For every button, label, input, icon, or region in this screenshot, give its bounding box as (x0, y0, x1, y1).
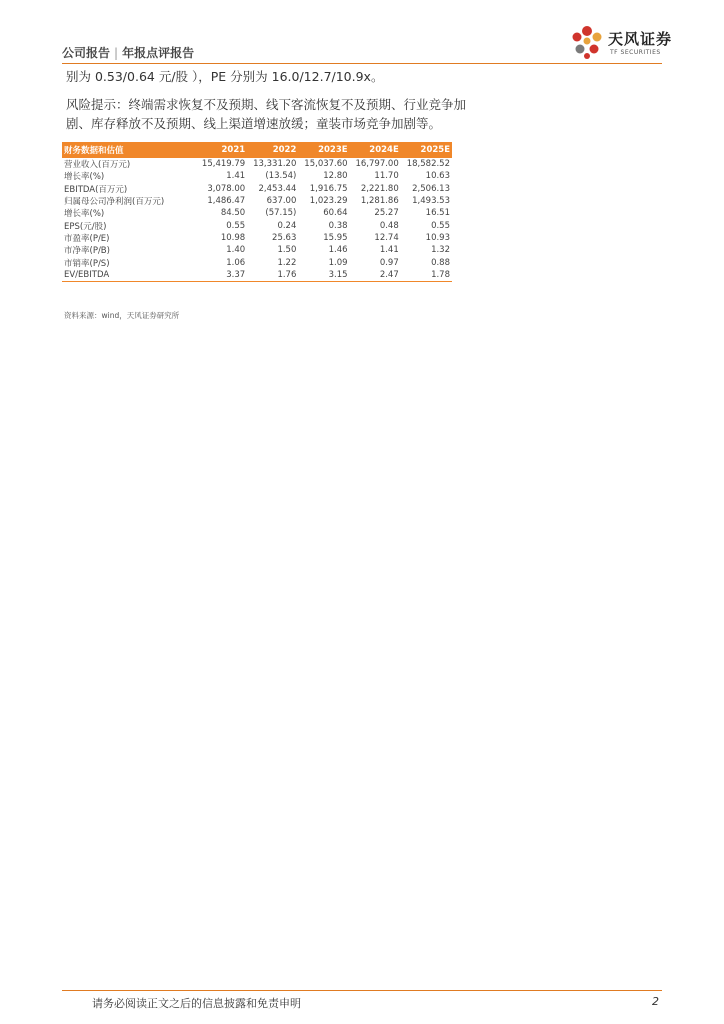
table-cell: 18,582.52 (406, 159, 450, 170)
report-category: 公司报告 (62, 46, 111, 60)
table-cell: 2,506.13 (412, 183, 450, 194)
table-cell: 1.32 (431, 245, 450, 256)
table-row (62, 170, 452, 182)
row-label: 市销率(P/S) (64, 258, 110, 269)
column-header: 2024E (350, 142, 401, 158)
table-cell: 13,331.20 (253, 159, 297, 170)
logo-name-en: TF SECURITIES (610, 49, 661, 56)
table-cell: 15,419.79 (201, 159, 246, 170)
table-cell: 1.78 (401, 269, 452, 282)
report-header (62, 44, 194, 61)
risk-line-1: 风险提示：终端需求恢复不及预期、线下客流恢复不及预期、行业竞争加 (66, 97, 467, 112)
table-title: 财务数据和估值 (62, 142, 196, 158)
row-label: EPS(元/股) (64, 221, 107, 232)
table-cell: 11.70 (374, 171, 399, 182)
report-type: 年报点评报告 (122, 46, 195, 60)
table-cell: 1.22 (277, 257, 297, 268)
data-source: 资料来源：wind，天风证券研究所 (64, 311, 180, 320)
table-cell: 0.55 (226, 220, 246, 231)
column-header: 2021 (196, 142, 247, 158)
row-label: EV/EBITDA (62, 269, 196, 282)
table-cell: 10.63 (425, 171, 450, 182)
table-cell: 1,023.29 (309, 196, 348, 207)
table-cell: 2,221.80 (360, 183, 399, 194)
table-cell: 1.41 (379, 245, 399, 256)
table-cell: 10.98 (220, 232, 246, 243)
table-row (62, 232, 452, 244)
column-header: 2023E (298, 142, 349, 158)
header-rule (62, 63, 662, 64)
risk-line-2: 剧、库存释放不及预期、线上渠道增速放缓；童装市场竞争加剧等。 (66, 116, 442, 131)
table-row (62, 269, 452, 282)
table-cell: 1,916.75 (309, 183, 348, 194)
financial-table (62, 142, 452, 282)
table-cell: 16,797.00 (355, 159, 399, 170)
row-label: 市净率(P/B) (64, 246, 110, 257)
table-cell: 2.47 (350, 269, 401, 282)
table-cell: 1,493.53 (412, 196, 450, 207)
table-cell: 1.41 (226, 171, 246, 182)
table-cell: 16.51 (425, 208, 450, 219)
table-row (62, 158, 452, 170)
table-cell: 84.50 (220, 208, 246, 219)
eps-pe-text: 别为 0.53/0.64 元/股 ），PE 分别为 16.0/12.7/10.9x。 (66, 69, 384, 84)
table-header-row (62, 142, 452, 158)
table-cell: 0.48 (379, 220, 399, 231)
row-label: EBITDA(百万元) (64, 184, 128, 195)
table-cell: 25.27 (374, 208, 399, 219)
table-cell: (13.54) (265, 171, 297, 182)
table-cell: 25.63 (272, 232, 297, 243)
table-cell: 0.38 (328, 220, 348, 231)
table-cell: 1.06 (226, 257, 246, 268)
table-body (62, 158, 452, 281)
footer-rule (62, 990, 662, 991)
table-cell: 3,078.00 (207, 183, 246, 194)
row-label: 增长率(%) (64, 209, 105, 220)
table-cell: 0.24 (277, 220, 297, 231)
table-cell: 637.00 (266, 196, 297, 207)
table-row (62, 244, 452, 256)
table-cell: 60.64 (323, 208, 348, 219)
column-header: 2025E (401, 142, 452, 158)
row-label: 营业收入(百万元) (64, 160, 131, 171)
table-cell: 1,281.86 (360, 196, 399, 207)
header-separator: | (114, 46, 119, 60)
column-header: 2022 (247, 142, 298, 158)
table-cell: 0.97 (379, 257, 399, 268)
page-number: 2 (652, 995, 659, 1008)
table-cell: 3.15 (298, 269, 349, 282)
table-cell: 0.88 (431, 257, 450, 268)
table-cell: 2,453.44 (258, 183, 297, 194)
row-label: 增长率(%) (64, 172, 105, 183)
table-cell: 10.93 (425, 232, 450, 243)
table-row (62, 256, 452, 268)
table-cell: 3.37 (196, 269, 247, 282)
table-cell: 15,037.60 (304, 159, 348, 170)
logo-name-cn: 天风证券 (608, 30, 673, 48)
table-cell: 1.76 (247, 269, 298, 282)
table-cell: 1.09 (328, 257, 348, 268)
table-row (62, 195, 452, 207)
company-logo (568, 22, 678, 62)
table-cell: (57.15) (265, 208, 297, 219)
table-cell: 1.46 (328, 245, 348, 256)
table-row (62, 207, 452, 219)
row-label: 归属母公司净利润(百万元) (64, 197, 165, 208)
disclaimer-text: 请务必阅读正文之后的信息披露和免责申明 (92, 997, 301, 1010)
flower-logo-icon (568, 22, 606, 62)
table-cell: 15.95 (323, 232, 348, 243)
table-row (62, 183, 452, 195)
table-cell: 12.74 (374, 232, 399, 243)
table-cell: 1,486.47 (207, 196, 246, 207)
table-row (62, 219, 452, 231)
row-label: 市盈率(P/E) (64, 233, 110, 244)
table-cell: 0.55 (431, 220, 450, 231)
table-cell: 12.80 (323, 171, 348, 182)
table-cell: 1.40 (226, 245, 246, 256)
table-cell: 1.50 (277, 245, 297, 256)
risk-warning (66, 95, 466, 133)
